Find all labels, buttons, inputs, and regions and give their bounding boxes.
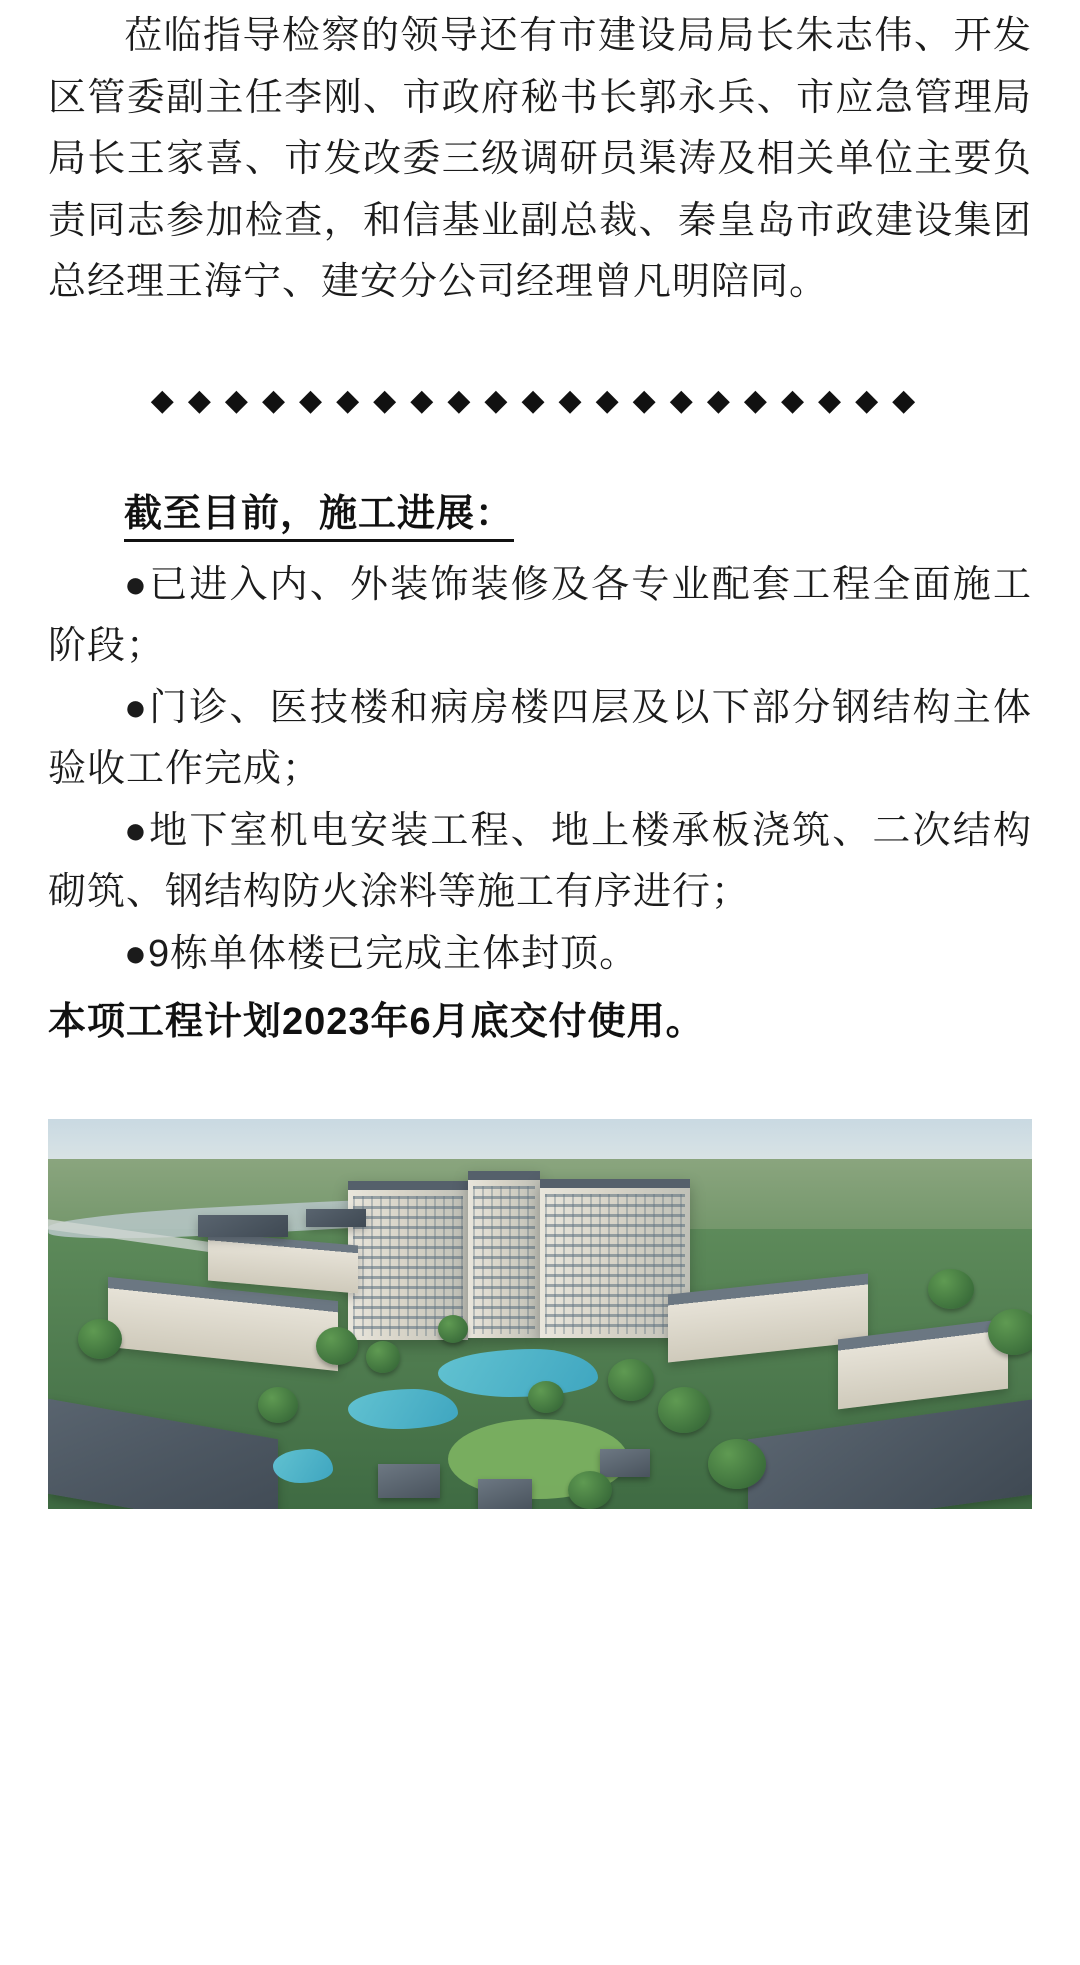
tree [708, 1439, 766, 1489]
diamond-divider: ◆◆◆◆◆◆◆◆◆◆◆◆◆◆◆◆◆◆◆◆◆ [150, 385, 930, 416]
tree [78, 1319, 122, 1359]
water-feature-lower [348, 1389, 458, 1429]
tree [988, 1309, 1032, 1355]
hospital-tower-center [468, 1171, 540, 1338]
water-feature-upper [438, 1349, 598, 1397]
tree [608, 1359, 654, 1401]
tree [568, 1471, 612, 1509]
roof-small-north-2 [306, 1209, 366, 1227]
roof-small-north [198, 1215, 288, 1237]
section-title-text: 截至目前，施工进展： [124, 493, 514, 542]
garden-pavilion-b [478, 1479, 532, 1509]
tree [438, 1315, 468, 1343]
tree [658, 1387, 710, 1433]
tree [316, 1327, 358, 1365]
tower-window-grid [473, 1186, 535, 1334]
tree [366, 1341, 400, 1373]
water-feature-stream [273, 1449, 333, 1483]
progress-item: ●地下室机电安装工程、地上楼承板浇筑、二次结构砌筑、钢结构防火涂料等施工有序进行； [48, 809, 1032, 914]
progress-item: ●9栋单体楼已完成主体封顶。 [124, 933, 639, 976]
tower-window-grid [545, 1194, 685, 1334]
garden-pavilion-a [378, 1464, 440, 1498]
progress-item: ●已进入内、外装饰装修及各专业配套工程全面施工阶段； [48, 563, 1032, 668]
tree [258, 1387, 298, 1423]
progress-item: ●门诊、医技楼和病房楼四层及以下部分钢结构主体验收工作完成； [48, 686, 1032, 791]
closing-statement: 本项工程计划2023年6月底交付使用。 [48, 1000, 705, 1043]
tree [928, 1269, 974, 1309]
garden-pavilion-c [600, 1449, 650, 1477]
lead-paragraph: 莅临指导检察的领导还有市建设局局长朱志伟、开发区管委副主任李刚、市政府秘书长郭永兵、市应急管理局局长王家喜、市发改委三级调研员渠涛及相关单位主要负责同志参加检查，和信基业副总裁、秦皇岛市政建设集团总经理王海宁、建安分公司经理曾凡明陪同。 [48, 15, 1032, 304]
tree [528, 1381, 564, 1413]
section-title [48, 482, 1032, 537]
project-rendering-image [48, 1119, 1032, 1509]
